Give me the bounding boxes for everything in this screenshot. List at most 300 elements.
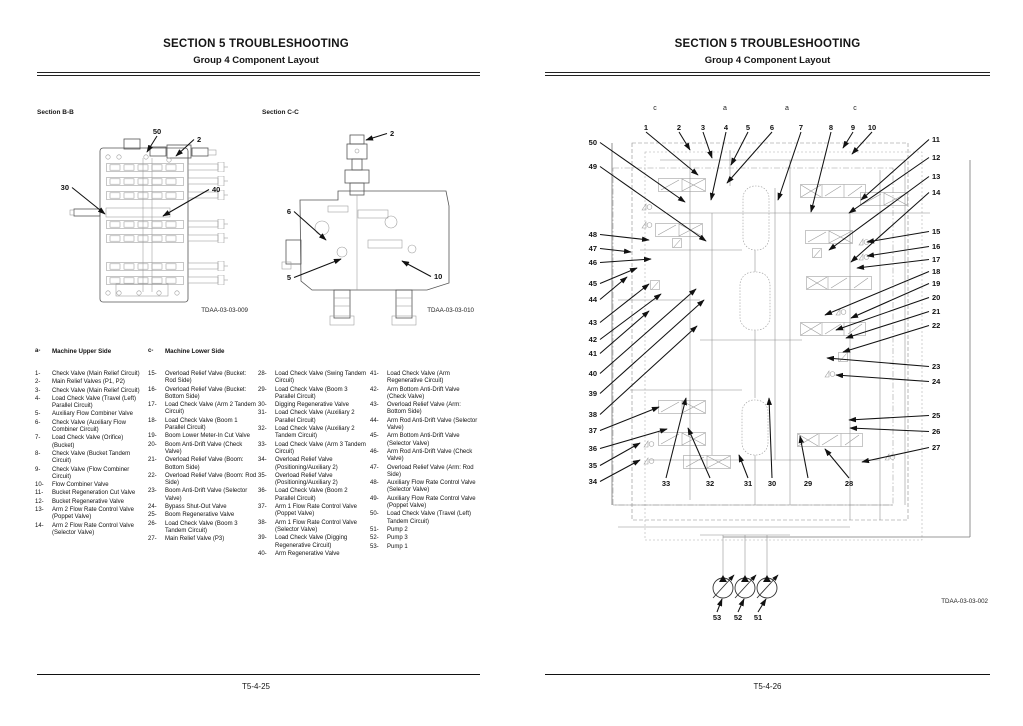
callout-leader-40 [600, 289, 696, 374]
legend-item [35, 379, 144, 386]
callout-leader-32 [688, 428, 710, 478]
legend-side-c [148, 348, 257, 355]
callout-26: 26 [932, 427, 941, 436]
callout-leader-51 [758, 599, 766, 612]
legend-item-text: Main Relief Valve (P3) [165, 536, 225, 543]
legend-item-number: 50- [370, 511, 379, 518]
legend-column-4 [370, 371, 479, 552]
legend-item [370, 527, 479, 534]
callout-11: 11 [932, 135, 940, 144]
legend-item-number: 39- [258, 535, 267, 542]
legend-item-number: 37- [258, 504, 267, 511]
zone-letter-c: c [653, 105, 657, 112]
legend-item-text: Main Relief Valves (P1, P2) [52, 379, 125, 386]
callout-42: 42 [588, 335, 597, 344]
callout-leader-8 [811, 132, 831, 212]
callout-40: 40 [588, 369, 597, 378]
legend-item-text: Overload Relief Valve (Arm: Rod Side) [387, 464, 474, 478]
legend-item-number: 42- [370, 386, 379, 393]
section-cc-label: Section C-C [262, 109, 299, 116]
legend-item-number: 14- [35, 522, 44, 529]
legend-item-text: Load Check Valve (Digging Regenerative Circuit) [275, 535, 348, 549]
legend-item-number: 32- [258, 426, 267, 433]
legend-item [258, 535, 367, 550]
legend-item-text: Arm 1 Flow Rate Control Valve (Selector Valve) [275, 519, 357, 533]
callout-28: 28 [844, 479, 854, 488]
legend-item-number: 13- [35, 507, 44, 514]
legend-item-text: Bucket Regeneration Cut Valve [52, 490, 136, 497]
legend-item-number: 34- [258, 457, 267, 464]
legend-item-text: Auxiliary Flow Combiner Valve [52, 411, 133, 418]
legend-item [35, 388, 144, 395]
legend-item [35, 467, 144, 482]
legend-item [370, 387, 479, 402]
header-rule [37, 72, 480, 76]
legend-item-text: Boom Lower Meter-In Cut Valve [165, 433, 250, 440]
callout-leader-10 [402, 261, 431, 277]
callout-7: 7 [798, 123, 804, 132]
callout-leader-30 [769, 398, 772, 478]
legend-item-text: Load Check Valve (Auxiliary 2 Tandem Circuit) [275, 426, 355, 440]
legend-item [370, 433, 479, 448]
legend-item-text: Flow Combiner Valve [52, 482, 109, 489]
callout-leader-19 [851, 284, 929, 319]
doc-code-bb: TDAA-03-03-009 [201, 307, 248, 314]
legend-item-number: 8- [35, 450, 41, 457]
callout-29: 29 [803, 479, 813, 488]
section-bb-label: Section B-B [37, 109, 74, 116]
callout-25: 25 [932, 411, 941, 420]
legend-item [258, 520, 367, 535]
legend-item [148, 371, 257, 386]
callout-44: 44 [588, 295, 597, 304]
legend-item-number: 40- [258, 550, 267, 557]
legend-item-number: 33- [258, 441, 267, 448]
legend-item-number: 18- [148, 417, 157, 424]
callout-37: 37 [588, 426, 597, 435]
legend-side-a [35, 348, 144, 355]
callout-5: 5 [286, 273, 291, 282]
callout-5: 5 [745, 123, 751, 132]
legend-item-text: Boom Anti-Drift Valve (Check Valve) [165, 441, 243, 455]
legend-item-text: Arm Bottom Anti-Drift Valve (Selector Valve) [387, 433, 460, 447]
legend-item [258, 402, 367, 409]
page-number: T5-4-26 [753, 682, 782, 691]
legend-item-text: Bucket Regenerative Valve [52, 498, 124, 505]
legend-item-number: 9- [35, 466, 41, 473]
page-title: SECTION 5 TROUBLESHOOTING [163, 38, 349, 50]
callout-leader-46 [600, 259, 651, 263]
callout-3: 3 [700, 123, 706, 132]
legend-item-number: 5- [35, 411, 41, 418]
legend-item-text: Overload Relief Valve (Bucket: Bottom Side) [165, 386, 247, 400]
callout-leader-23 [827, 358, 929, 367]
callout-leader-2 [366, 134, 387, 141]
legend-item-number: 36- [258, 488, 267, 495]
legend-item-text: Load Check Valve (Travel (Left) Tandem Circuit) [387, 511, 472, 525]
callout-52: 52 [733, 613, 743, 622]
legend-item-text: Overload Relief Valve (Arm: Bottom Side) [387, 402, 461, 416]
legend-item [148, 521, 257, 536]
legend-item-number: 44- [370, 417, 379, 424]
legend-item-text: Pump 2 [387, 526, 408, 533]
legend-item [35, 482, 144, 489]
callout-leader-33 [666, 398, 686, 478]
callout-38: 38 [588, 410, 597, 419]
legend-item-text: Check Valve (Flow Combiner Circuit) [52, 466, 130, 480]
legend-item-number: 20- [148, 441, 157, 448]
legend-item-text: Arm 2 Flow Rate Control Valve (Selector Valve) [52, 522, 134, 536]
legend-item-text: Bypass Shut-Out Valve [165, 504, 227, 511]
callout-leader-11 [861, 140, 929, 201]
callout-4: 4 [723, 123, 729, 132]
legend-item-number: 49- [370, 495, 379, 502]
legend-item-number: 25- [148, 512, 157, 519]
legend-item [35, 523, 144, 538]
legend-item [35, 435, 144, 450]
legend-item [258, 504, 367, 519]
legend-item-number: 47- [370, 464, 379, 471]
legend-item-number: 48- [370, 480, 379, 487]
legend-item-text: Overload Relief Valve (Bucket: Rod Side) [165, 371, 247, 385]
callout-leader-3 [703, 132, 712, 158]
legend-item-text: Load Check Valve (Arm Regenerative Circuit) [387, 371, 450, 385]
legend-item [148, 473, 257, 488]
legend-item [370, 480, 479, 495]
section-bb-figure [70, 139, 228, 302]
callout-1: 1 [643, 123, 649, 132]
callout-leader-16 [867, 247, 929, 257]
legend-item [258, 371, 367, 386]
legend-item [148, 488, 257, 503]
legend-item-number: 35- [258, 472, 267, 479]
callout-leader-44 [600, 277, 627, 300]
legend-item-text: Load Check Valve (Orifice) (Bucket) [52, 435, 124, 449]
legend-item-number: 15- [148, 371, 157, 377]
callout-30: 30 [60, 183, 69, 192]
section-cc-callouts [287, 129, 443, 282]
hydraulic-schematic [555, 95, 1005, 640]
legend-item-text: Auxiliary Flow Rate Control Valve (Selector Valve) [387, 480, 476, 494]
legend-item [370, 371, 479, 386]
legend-item [258, 410, 367, 425]
legend-item-text: Boom Regenerative Valve [165, 512, 235, 519]
legend-item [370, 449, 479, 464]
callout-36: 36 [588, 444, 597, 453]
legend-item [370, 544, 479, 551]
legend-item [35, 499, 144, 506]
legend-item [35, 507, 144, 522]
legend-item-text: Load Check Valve (Swing Tandem Circuit) [275, 371, 367, 385]
legend-item [35, 396, 144, 411]
legend-item-number: 21- [148, 457, 157, 464]
callout-leader-42 [600, 294, 661, 340]
legend-column-1 [35, 371, 144, 538]
callout-17: 17 [932, 255, 941, 264]
legend-item [370, 465, 479, 480]
legend-side-label: Machine Lower Side [165, 348, 225, 355]
section-drawings [30, 120, 500, 330]
zone-letter-c: c [853, 105, 857, 112]
legend-item [148, 387, 257, 402]
legend-item [35, 411, 144, 418]
callout-13: 13 [932, 172, 941, 181]
callout-leader-37 [600, 407, 659, 431]
callout-50: 50 [588, 138, 597, 147]
callout-leader-4 [711, 132, 726, 200]
legend-item-number: 28- [258, 371, 267, 377]
callout-24: 24 [932, 377, 941, 386]
callout-leader-47 [600, 249, 631, 253]
callout-51: 51 [753, 613, 763, 622]
legend-item-text: Load Check Valve (Arm 3 Tandem Circuit) [275, 441, 366, 455]
callout-12: 12 [932, 153, 941, 162]
page-number: T5-4-25 [241, 682, 270, 691]
callout-leader-48 [600, 235, 649, 241]
legend-item-number: 24- [148, 504, 157, 511]
callout-47: 47 [588, 244, 597, 253]
legend-item [258, 457, 367, 472]
callout-22: 22 [932, 321, 941, 330]
legend-item-number: 53- [370, 543, 379, 550]
legend-item-number: 52- [370, 535, 379, 542]
pump-symbols [700, 535, 790, 598]
legend-item-number: 31- [258, 410, 267, 417]
legend-item-number: 45- [370, 433, 379, 440]
callout-6: 6 [769, 123, 775, 132]
legend-item [258, 473, 367, 488]
callout-39: 39 [588, 389, 597, 398]
callout-leader-15 [867, 232, 929, 243]
zone-letters [653, 105, 857, 112]
callout-leader-27 [862, 448, 929, 463]
legend-item [370, 418, 479, 433]
legend-item-text: Arm 1 Flow Rate Control Valve (Poppet Valve) [275, 504, 357, 518]
callout-leader-6 [294, 212, 326, 241]
legend-item-text: Overload Relief Valve (Positioning/Auxiliary 2) [275, 457, 338, 471]
legend-item [148, 504, 257, 511]
callout-31: 31 [743, 479, 753, 488]
doc-code-schematic: TDAA-03-03-002 [941, 598, 988, 605]
legend-item-text: Arm Rod Anti-Drift Valve (Check Valve) [387, 448, 473, 463]
legend-item-number: 29- [258, 386, 267, 393]
callout-leader-45 [600, 268, 637, 284]
callout-34: 34 [588, 477, 597, 486]
legend-item-number: 22- [148, 472, 157, 479]
doc-code-cc: TDAA-03-03-010 [427, 307, 474, 314]
schematic-capsules [740, 186, 770, 455]
legend-item-text: Check Valve (Main Relief Circuit) [52, 371, 140, 377]
legend-item [258, 426, 367, 441]
legend-item-number: 26- [148, 520, 157, 527]
legend-item-text: Arm Bottom Anti-Drift Valve (Check Valve) [387, 386, 460, 400]
callout-40: 40 [212, 185, 221, 194]
legend-item [370, 496, 479, 511]
legend-column-2 [148, 371, 257, 545]
legend-item-text: Check Valve (Main Relief Circuit) [52, 387, 140, 394]
callout-leader-1 [646, 132, 698, 175]
legend-item-text: Load Check Valve (Boom 3 Parallel Circuit) [275, 386, 348, 400]
callout-30: 30 [767, 479, 777, 488]
callout-10: 10 [867, 123, 877, 132]
callout-2: 2 [390, 129, 395, 138]
callout-43: 43 [588, 318, 597, 327]
legend-item [148, 457, 257, 472]
callout-leader-9 [843, 132, 853, 148]
callout-49: 49 [588, 162, 597, 171]
legend-item-text: Load Check Valve (Boom 3 Tandem Circuit) [165, 520, 238, 534]
callout-leader-21 [846, 312, 929, 339]
callout-leader-52 [738, 599, 744, 612]
callout-leader-39 [600, 300, 704, 394]
callout-23: 23 [932, 362, 941, 371]
legend-item-number: 4- [35, 395, 41, 402]
legend-item [258, 442, 367, 457]
legend-item [148, 418, 257, 433]
legend-item-number: 38- [258, 519, 267, 526]
legend-item-number: 43- [370, 402, 379, 409]
callout-leader-34 [600, 460, 640, 482]
legend-item-number: 2- [35, 379, 41, 386]
legend-item-number: 27- [148, 536, 157, 543]
callout-50: 50 [152, 127, 162, 136]
legend-item-text: Arm Regenerative Valve [275, 550, 340, 557]
callout-6: 6 [286, 207, 291, 216]
callout-leader-25 [849, 416, 929, 421]
footer-rule [37, 674, 480, 675]
legend-item-number: 12- [35, 498, 44, 505]
legend-side-key: c- [148, 348, 154, 354]
callout-10: 10 [434, 272, 443, 281]
legend-item [370, 535, 479, 542]
footer-rule [545, 674, 990, 675]
legend-side-key: a- [35, 348, 41, 354]
callout-18: 18 [932, 267, 941, 276]
legend-item [148, 536, 257, 543]
callout-leader-7 [778, 132, 801, 200]
legend-item [370, 402, 479, 417]
legend-item-text: Auxiliary Flow Rate Control Valve (Poppet Valve) [387, 495, 476, 510]
callout-19: 19 [932, 279, 941, 288]
page-subtitle: Group 4 Component Layout [193, 55, 319, 66]
callout-2: 2 [197, 135, 202, 144]
legend-item-number: 1- [35, 371, 41, 377]
legend-item-text: Boom Anti-Drift Valve (Selector Valve) [165, 488, 248, 502]
legend-item [148, 442, 257, 457]
callout-41: 41 [588, 349, 597, 358]
legend-item-number: 3- [35, 387, 41, 394]
legend-item [35, 451, 144, 466]
legend-item [258, 488, 367, 503]
legend-item-number: 11- [35, 490, 44, 497]
callout-leader-28 [825, 449, 849, 478]
legend-item-text: Load Check Valve (Boom 2 Parallel Circuit) [275, 488, 348, 502]
legend-item-text: Arm 2 Flow Rate Control Valve (Poppet Valve) [52, 507, 134, 521]
header-rule [545, 72, 990, 76]
legend-item [35, 371, 144, 378]
legend-item-text: Overload Relief Valve (Boom: Rod Side) [165, 472, 257, 487]
callout-leader-22 [843, 326, 929, 353]
legend-item-text: Pump 3 [387, 535, 408, 542]
manual-page-right [512, 0, 1023, 726]
callout-33: 33 [661, 479, 671, 488]
legend-item-number: 23- [148, 488, 157, 495]
callout-leader-6 [727, 132, 772, 183]
callout-32: 32 [705, 479, 715, 488]
legend-item [258, 551, 367, 558]
legend-item-text: Load Check Valve (Arm 2 Tandem Circuit) [165, 402, 256, 416]
legend-item-text: Check Valve (Auxiliary Flow Combiner Circuit) [52, 419, 126, 434]
callout-16: 16 [932, 242, 941, 251]
callout-14: 14 [932, 188, 941, 197]
callout-leader-26 [850, 428, 929, 432]
page-title: SECTION 5 TROUBLESHOOTING [674, 38, 861, 50]
legend-item-number: 19- [148, 433, 157, 440]
callout-leader-50 [147, 136, 157, 152]
section-cc-figure [282, 135, 449, 325]
legend-item [35, 490, 144, 497]
callout-leader-53 [717, 599, 722, 612]
callout-21: 21 [932, 307, 941, 316]
callout-leader-36 [600, 429, 667, 449]
legend-item-text: Overload Relief Valve (Positioning/Auxiliary 2) [275, 472, 338, 487]
callout-48: 48 [588, 230, 597, 239]
zone-letter-a: a [785, 105, 789, 112]
legend-item-text: Pump 1 [387, 543, 408, 550]
callout-20: 20 [932, 293, 941, 302]
legend-item-number: 16- [148, 386, 157, 393]
callout-leader-2 [679, 132, 690, 150]
callout-leader-18 [825, 272, 929, 316]
callout-8: 8 [828, 123, 834, 132]
legend-item-number: 17- [148, 402, 157, 409]
legend-item-text: Overload Relief Valve (Boom: Bottom Side) [165, 457, 244, 471]
legend-item [148, 433, 257, 440]
legend-item-text: Load Check Valve (Auxiliary 2 Parallel Circuit) [275, 410, 355, 424]
legend-item [148, 402, 257, 417]
legend-item-text: Load Check Valve (Boom 1 Parallel Circuit) [165, 417, 238, 432]
legend-column-3 [258, 371, 367, 559]
legend-item-number: 6- [35, 419, 41, 426]
legend-item [148, 512, 257, 519]
legend-item-text: Check Valve (Bucket Tandem Circuit) [52, 450, 131, 465]
callout-leader-40 [163, 190, 209, 217]
callout-46: 46 [588, 258, 597, 267]
legend-item-number: 30- [258, 402, 267, 409]
legend-item-text: Arm Rod Anti-Drift Valve (Selector Valve) [387, 417, 478, 432]
legend-item-number: 46- [370, 448, 379, 455]
page-subtitle: Group 4 Component Layout [704, 55, 831, 66]
legend-side-label: Machine Upper Side [52, 348, 112, 355]
callout-35: 35 [588, 461, 597, 470]
zone-letter-a: a [723, 105, 727, 112]
callout-53: 53 [712, 613, 722, 622]
callout-9: 9 [850, 123, 856, 132]
callout-leader-31 [739, 455, 748, 478]
legend-item [370, 511, 479, 526]
legend-item-text: Load Check Valve (Travel (Left) Parallel Circuit) [52, 395, 137, 410]
callout-2: 2 [676, 123, 682, 132]
legend-item [35, 420, 144, 435]
legend-item-number: 10- [35, 482, 44, 489]
callout-15: 15 [932, 227, 941, 236]
legend-item-number: 51- [370, 526, 379, 533]
schematic-callouts [589, 123, 942, 622]
legend-item-number: 7- [35, 435, 41, 442]
legend-item-text: Digging Regenerative Valve [275, 402, 349, 409]
legend-item-number: 41- [370, 371, 379, 377]
callout-45: 45 [588, 279, 597, 288]
